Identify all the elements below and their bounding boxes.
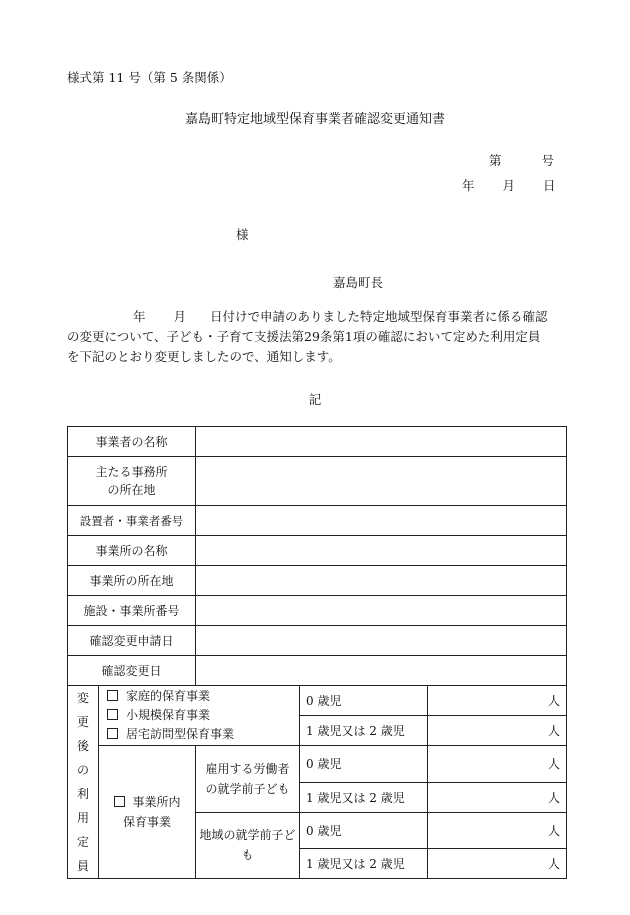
age-label: 0 歳児	[300, 746, 428, 783]
issue-date	[462, 176, 556, 194]
issuer: 嘉島町長	[333, 275, 384, 290]
row-label: 確認変更申請日	[68, 626, 196, 656]
community-children-label: 地域の就学前子ども	[196, 812, 300, 879]
employee-children-label: 雇用する労働者 の就学前子ども	[196, 746, 300, 813]
body-line-3: を下記のとおり変更しましたので、通知します。	[67, 349, 341, 364]
row-label: 事業所の所在地	[68, 566, 196, 596]
document-title: 嘉島町特定地域型保育事業者確認変更通知書	[184, 112, 445, 127]
table-row	[68, 536, 567, 566]
body-line-1: 年 月 日付けで申請のありました特定地域型保育事業者に係る確認	[133, 309, 548, 324]
age-label: 1 歳児又は 2 歳児	[300, 782, 428, 812]
date-month: 月	[502, 178, 516, 193]
notice-body	[67, 307, 567, 367]
addressee: 様	[236, 227, 249, 242]
capacity-input[interactable]: 人	[428, 686, 567, 716]
table-row	[68, 626, 567, 656]
row-value[interactable]	[196, 506, 567, 536]
row-label: 事業所の名称	[68, 536, 196, 566]
row-label: 事業者の名称	[68, 427, 196, 457]
option-in-house[interactable]: 事業所内 保育事業	[99, 746, 196, 879]
number-go: 号	[541, 153, 555, 168]
table-row	[68, 506, 567, 536]
row-value[interactable]	[196, 656, 567, 686]
date-year: 年	[462, 178, 475, 193]
row-value[interactable]	[196, 536, 567, 566]
capacity-vertical-label: 変 更 後 の 利 用 定 員	[68, 686, 99, 879]
date-day: 日	[543, 178, 556, 193]
table-row	[68, 566, 567, 596]
row-value[interactable]	[196, 596, 567, 626]
checkbox-icon[interactable]	[114, 796, 125, 807]
row-label: 設置者・事業者番号	[68, 506, 196, 536]
table-row	[68, 427, 567, 457]
row-value[interactable]	[196, 427, 567, 457]
capacity-input[interactable]: 人	[428, 812, 567, 849]
document-number	[489, 151, 554, 169]
option-home-visit[interactable]: 居宅訪問型保育事業	[107, 725, 299, 744]
age-label: 0 歳児	[300, 686, 428, 716]
checkbox-icon[interactable]	[107, 728, 118, 739]
capacity-row	[68, 686, 567, 716]
row-value[interactable]	[196, 626, 567, 656]
row-value[interactable]	[196, 566, 567, 596]
capacity-input[interactable]: 人	[428, 849, 567, 879]
checkbox-icon[interactable]	[107, 709, 118, 720]
ki-heading: 記	[308, 392, 322, 407]
age-label: 1 歳児又は 2 歳児	[300, 849, 428, 879]
facility-type-options	[99, 686, 300, 746]
checkbox-icon[interactable]	[107, 690, 118, 701]
capacity-row	[68, 746, 567, 783]
age-label: 1 歳児又は 2 歳児	[300, 716, 428, 746]
form-number: 様式第 11 号（第 5 条関係）	[67, 70, 232, 85]
capacity-input[interactable]: 人	[428, 782, 567, 812]
details-table	[67, 426, 567, 879]
capacity-input[interactable]: 人	[428, 746, 567, 783]
row-value[interactable]	[196, 457, 567, 506]
option-small-scale[interactable]: 小規模保育事業	[107, 706, 299, 725]
body-line-2: の変更について、子ども・子育て支援法第29条第1項の確認において定めた利用定員	[67, 329, 541, 344]
row-label: 確認変更日	[68, 656, 196, 686]
option-home-based[interactable]: 家庭的保育事業	[107, 687, 299, 706]
row-label: 施設・事業所番号	[68, 596, 196, 626]
row-label: 主たる事務所 の所在地	[68, 457, 196, 506]
table-row	[68, 656, 567, 686]
table-row	[68, 457, 567, 506]
table-row	[68, 596, 567, 626]
capacity-input[interactable]: 人	[428, 716, 567, 746]
age-label: 0 歳児	[300, 812, 428, 849]
number-dai: 第	[489, 153, 502, 168]
